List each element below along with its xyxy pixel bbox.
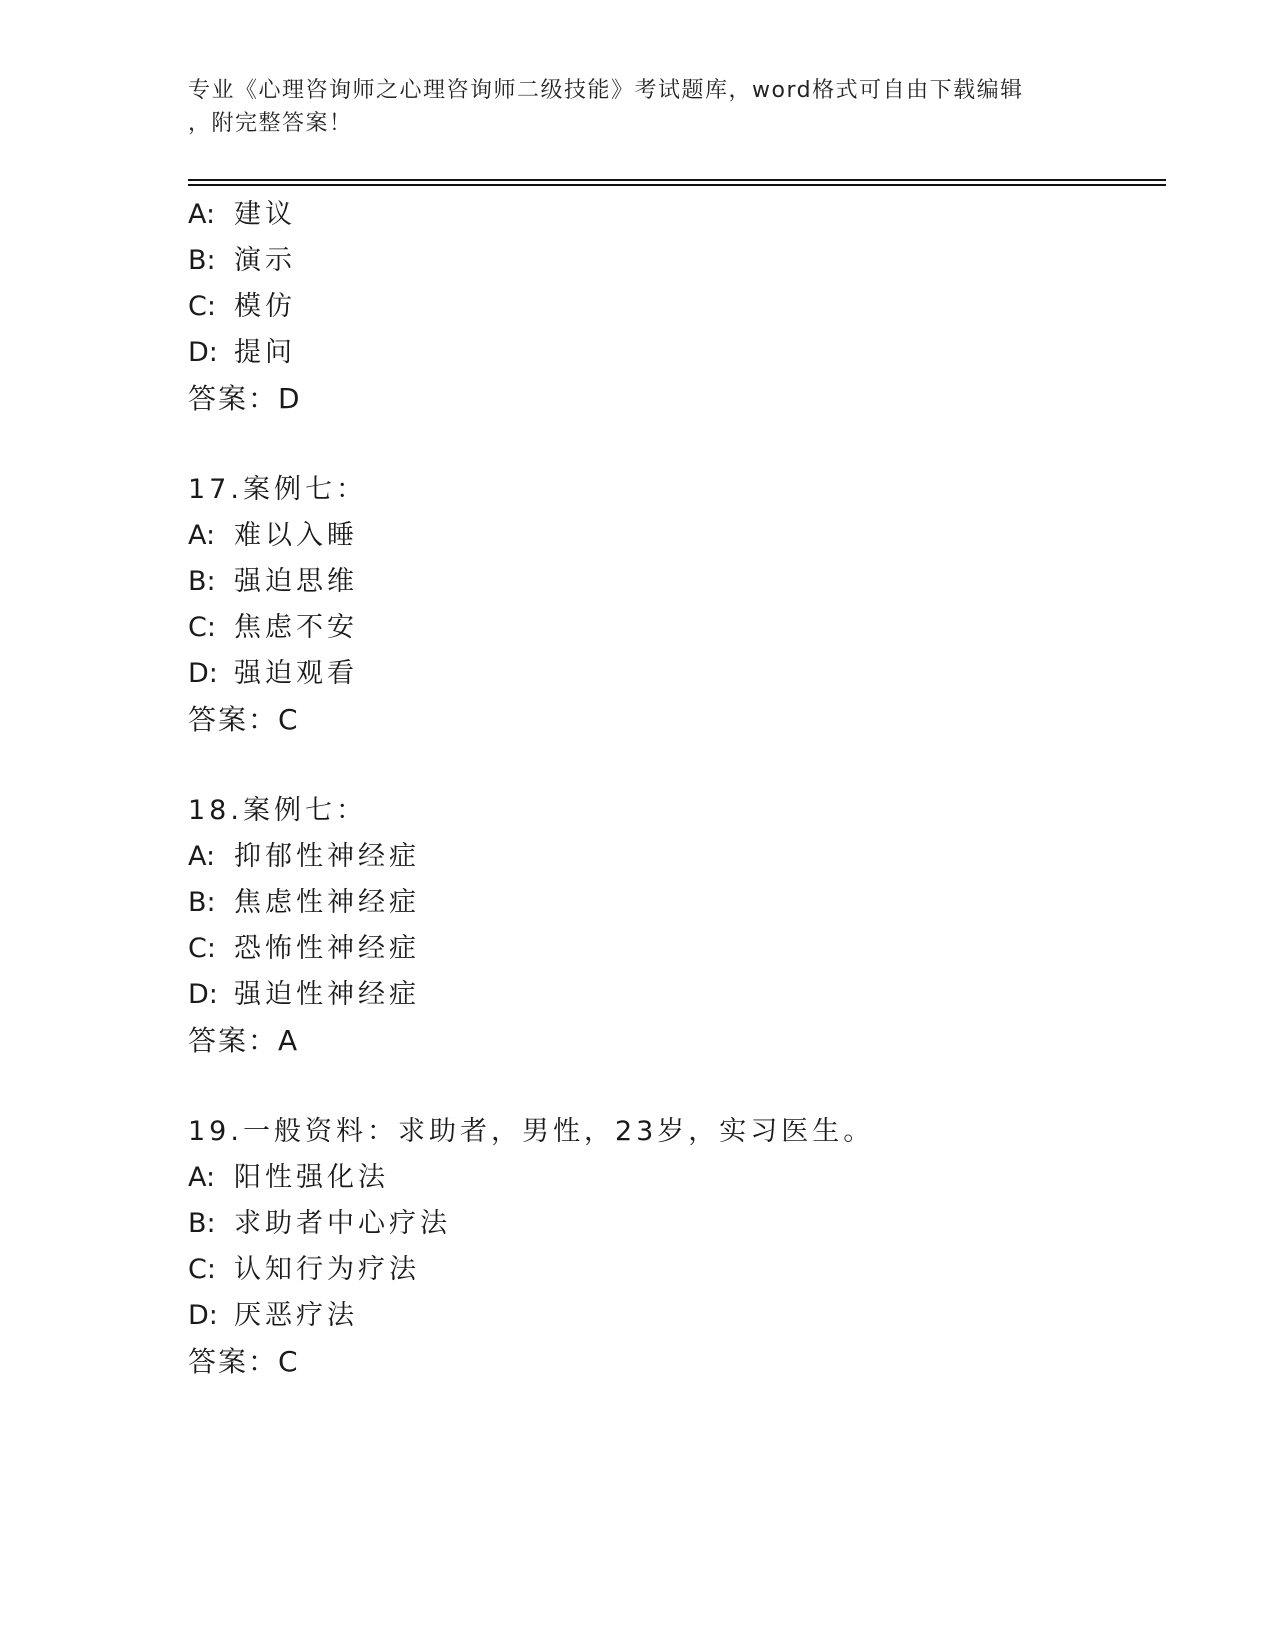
header-line-1: 专业《心理咨询师之心理咨询师二级技能》考试题库，word格式可自由下载编辑 [188,78,1024,103]
question-19 [188,1109,1138,1385]
option-a [188,834,1138,880]
option-letter: C: [188,291,216,322]
option-text: 建议 [234,199,296,230]
option-text: 提问 [234,337,296,368]
option-b [188,238,1138,284]
question-title: 18.案例七： [188,795,367,826]
option-c [188,1247,1138,1293]
option-text: 抑郁性神经症 [234,841,420,872]
option-letter: A: [188,841,216,872]
option-text: 演示 [234,245,296,276]
question-17 [188,467,1138,743]
header-divider-top [188,179,1166,181]
option-d [188,651,1138,697]
answer-label: 答案： [188,382,279,415]
option-c [188,284,1138,330]
option-letter: D: [188,979,218,1010]
option-letter: D: [188,1300,218,1331]
question-title: 19.一般资料：求助者，男性，23岁，实习医生。 [188,1116,875,1147]
answer-label: 答案： [188,703,279,736]
document-header [188,74,1088,140]
answer-value: C [278,1345,299,1378]
option-d [188,972,1138,1018]
question-title: 17.案例七： [188,474,367,505]
option-letter: B: [188,566,216,597]
option-text: 恐怖性神经症 [234,933,420,964]
option-a [188,1155,1138,1201]
option-a [188,513,1138,559]
option-c [188,926,1138,972]
answer-value: C [278,703,299,736]
option-letter: B: [188,887,216,918]
option-text: 强迫思维 [234,566,358,597]
option-text: 强迫观看 [234,658,358,689]
question-list [188,192,1138,1385]
option-text: 难以入睡 [234,520,358,551]
option-letter: A: [188,1162,216,1193]
option-text: 强迫性神经症 [234,979,420,1010]
header-divider-bottom [188,184,1166,186]
option-b [188,559,1138,605]
answer-value: A [278,1024,299,1057]
option-letter: C: [188,933,216,964]
option-text: 焦虑不安 [234,612,358,643]
option-text: 阳性强化法 [234,1162,389,1193]
option-text: 认知行为疗法 [234,1254,420,1285]
option-text: 焦虑性神经症 [234,887,420,918]
answer-label: 答案： [188,1345,279,1378]
option-text: 模仿 [234,291,296,322]
answer-line [188,697,1138,743]
option-c [188,605,1138,651]
option-letter: B: [188,245,216,276]
answer-label: 答案： [188,1024,279,1057]
option-a [188,192,1138,238]
question-16 [188,192,1138,422]
option-letter: C: [188,612,216,643]
option-letter: D: [188,337,218,368]
option-letter: A: [188,199,216,230]
option-d [188,1293,1138,1339]
option-b [188,1201,1138,1247]
option-letter: C: [188,1254,216,1285]
option-letter: D: [188,658,218,689]
answer-value: D [278,382,301,415]
option-d [188,330,1138,376]
option-letter: B: [188,1208,216,1239]
answer-line [188,376,1138,422]
question-18 [188,788,1138,1064]
option-text: 求助者中心疗法 [234,1208,451,1239]
option-letter: A: [188,520,216,551]
option-text: 厌恶疗法 [234,1300,358,1331]
header-line-2: ，附完整答案！ [188,111,353,136]
answer-line [188,1018,1138,1064]
option-b [188,880,1138,926]
answer-line [188,1339,1138,1385]
